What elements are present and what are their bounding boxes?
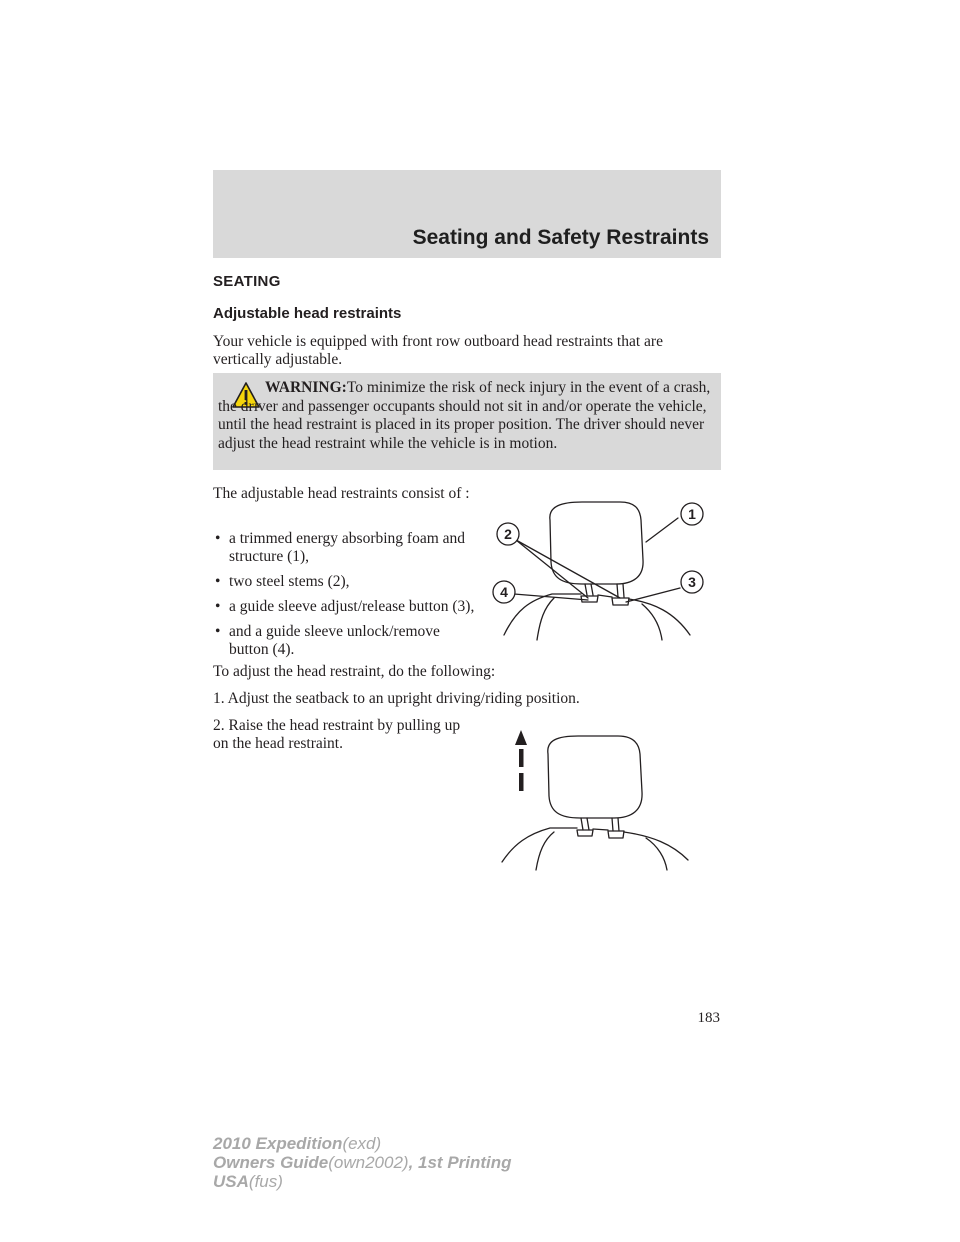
instructions-intro: To adjust the head restraint, do the following:	[213, 663, 496, 680]
page-number: 183	[697, 1010, 720, 1026]
stem-left-b	[587, 818, 589, 830]
warning-label: WARNING:	[265, 379, 347, 396]
up-arrow-dash-1	[519, 749, 524, 767]
bullet-glyph: •	[215, 623, 221, 640]
sleeve-right	[608, 831, 624, 838]
stem-left	[581, 818, 583, 830]
stem-right	[612, 818, 613, 831]
stem-right-b	[623, 584, 624, 597]
instruction-step-1: 1. Adjust the seatback to an upright driving/riding position.	[213, 690, 580, 707]
stem-right-b	[618, 818, 619, 831]
section-header-title: Seating and Safety Restraints	[412, 226, 709, 249]
leader-2a	[516, 540, 588, 598]
callout-4: 4	[500, 584, 508, 600]
footer-line-1: 2010 Expedition(exd)	[213, 1134, 382, 1153]
subsection-heading: Adjustable head restraints	[213, 305, 402, 322]
headrest-cushion	[548, 736, 642, 818]
list-item: • two steel stems (2),	[215, 573, 350, 590]
leader-1	[646, 518, 678, 542]
intro-paragraph: Your vehicle is equipped with front row outboard head restraints that are vertically adjustable.	[213, 333, 663, 368]
warning-text	[218, 379, 718, 453]
callout-2: 2	[504, 526, 512, 542]
seatback-inner-right	[642, 604, 662, 640]
stem-left	[585, 584, 587, 595]
bullet-glyph: •	[215, 530, 221, 547]
seatback-outline	[502, 828, 688, 862]
leader-2b	[516, 540, 620, 598]
list-item: • a trimmed energy absorbing foam and structure (1),	[215, 530, 466, 565]
up-arrow-icon	[515, 730, 527, 745]
seatback-inner	[536, 832, 554, 870]
footer-imprint	[213, 1134, 512, 1191]
callout-3: 3	[688, 574, 696, 590]
sleeve-left	[577, 830, 593, 836]
component-list	[213, 530, 483, 666]
leader-3	[626, 588, 680, 602]
consist-paragraph: The adjustable head restraints consist of :	[213, 485, 470, 502]
seatback-inner	[537, 598, 554, 640]
bullet-glyph: •	[215, 573, 221, 590]
stem-right	[617, 584, 618, 597]
instruction-step-2: 2. Raise the head restraint by pulling up on the head restraint.	[213, 717, 461, 752]
bullet-glyph: •	[215, 598, 221, 615]
list-item: • and a guide sleeve unlock/remove button (4).	[215, 623, 440, 658]
stem-left-b	[591, 584, 593, 595]
warning-body: To minimize the risk of neck injury in the event of a crash, the driver and passenger occupants should not sit in and/or operate the vehicle, until the head restraint is placed in its proper position. The driver should never adjust the head restraint while the vehicle is in motion.	[218, 379, 711, 452]
headrest-cushion	[550, 502, 643, 584]
callout-1: 1	[688, 506, 696, 522]
section-heading: SEATING	[213, 273, 281, 290]
warning-box	[213, 373, 721, 470]
raise-head-restraint-diagram	[482, 720, 722, 890]
footer-line-2: Owners Guide(own2002), 1st Printing	[213, 1153, 512, 1172]
header-band	[213, 170, 721, 258]
list-item: • a guide sleeve adjust/release button (3),	[215, 598, 475, 615]
head-restraint-components-diagram	[482, 490, 722, 650]
footer-line-3: USA(fus)	[213, 1172, 283, 1191]
up-arrow-dash-2	[519, 773, 524, 791]
